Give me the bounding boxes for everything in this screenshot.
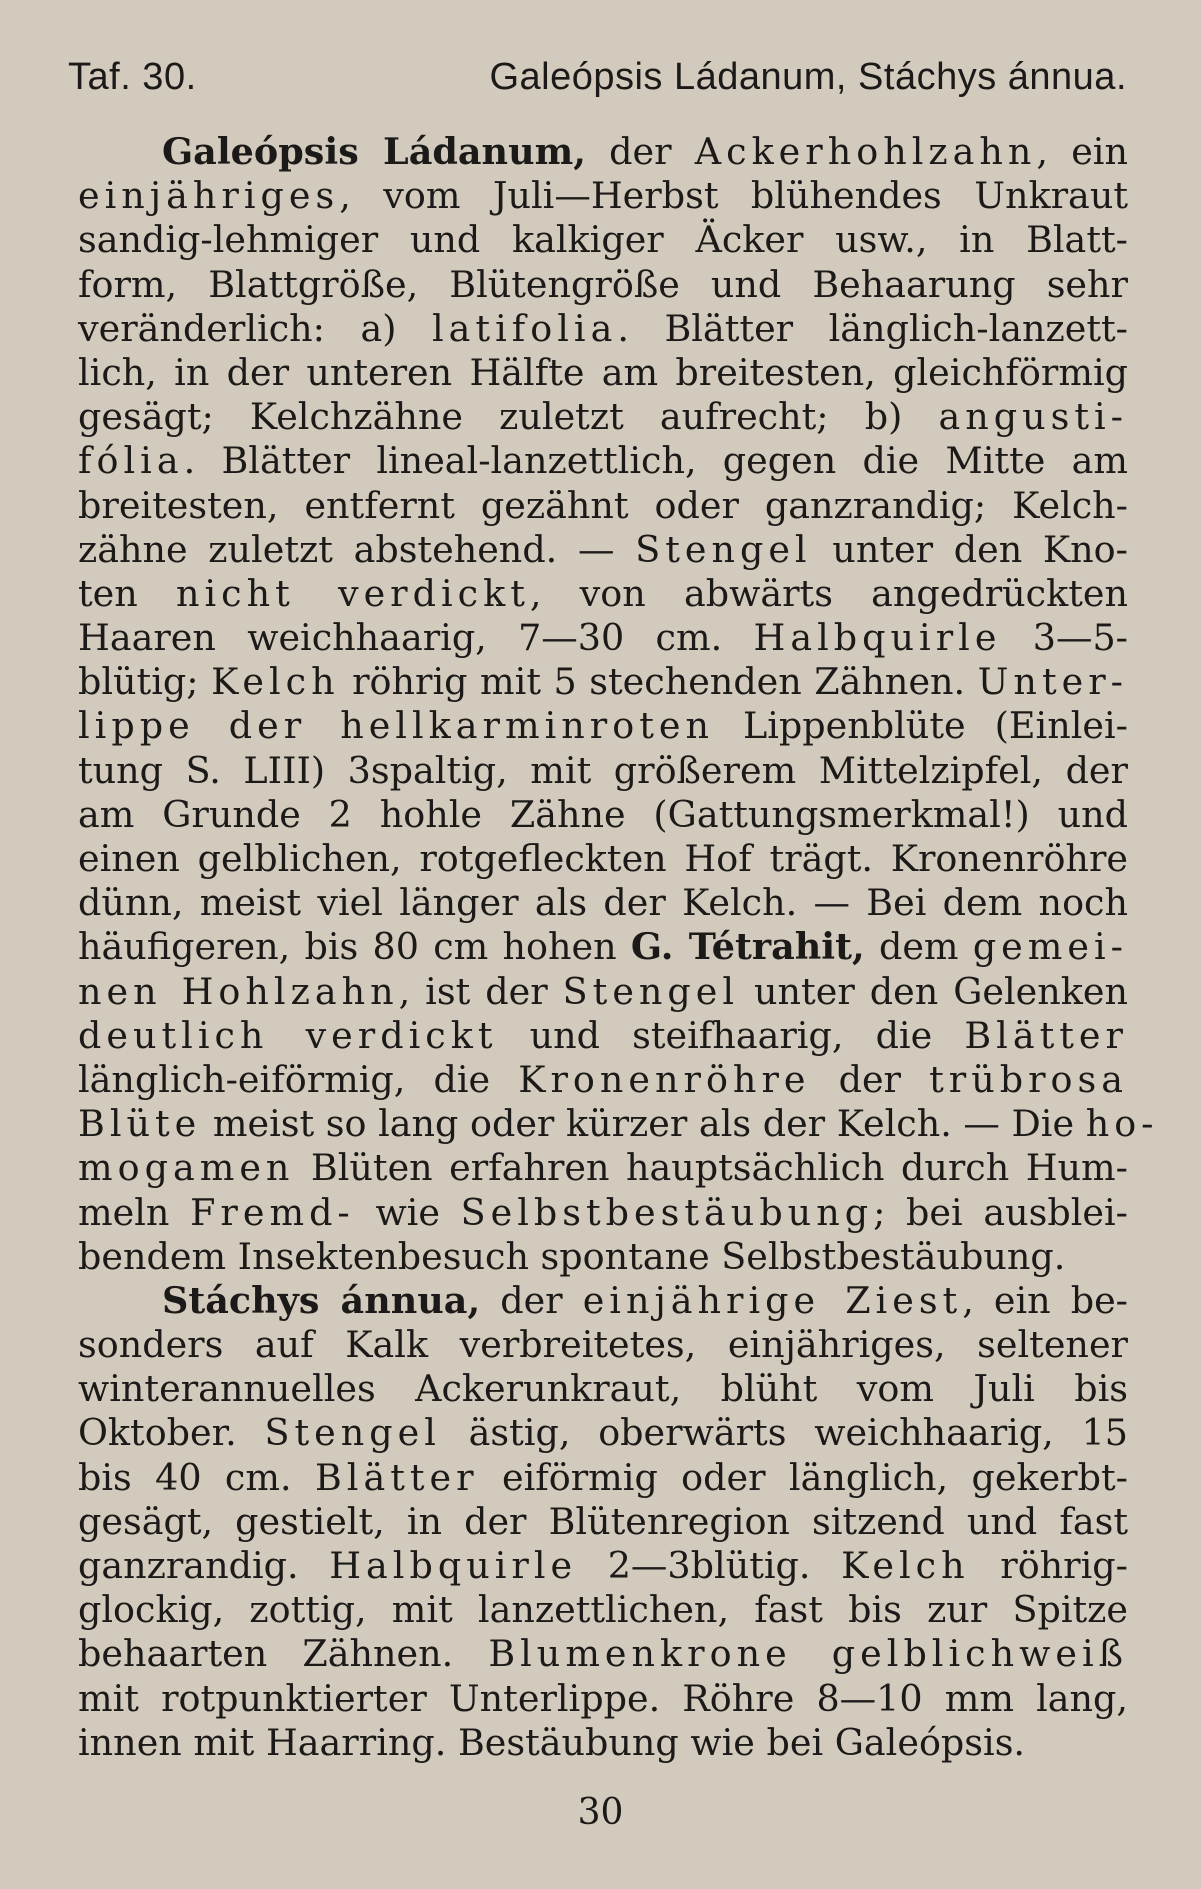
text-run: mit rotpunktierter Unterlippe. Röhre 8—10 mm lang, — [78, 1676, 1128, 1720]
text-line — [78, 837, 1128, 881]
spaced-emphasis: Ackerhohlzahn — [694, 130, 1037, 173]
text-line — [78, 1677, 1128, 1721]
text-line — [78, 1323, 1128, 1367]
text-run: röhrig- — [969, 1544, 1128, 1587]
species-name: G. Tétrahit, — [630, 925, 865, 969]
text-run: der — [585, 130, 695, 173]
text-line — [78, 1191, 1128, 1235]
text-run: breitesten, entfernt gezähnt oder ganzrandig; Kelch- — [78, 483, 1128, 527]
text-run: veränderlich: a) — [78, 306, 432, 350]
text-run: , von abwärts angedrückten — [529, 571, 1128, 615]
text-run: lich, in der unteren Hälfte am breitesten, gleichförmig — [78, 350, 1128, 394]
text-line — [78, 395, 1128, 439]
species-name: Galeópsis Ládanum, — [162, 130, 586, 173]
text-run: innen mit Haarring. Bestäubung wie bei Galeópsis. — [78, 1720, 1026, 1764]
text-run: ; bei ausblei- — [873, 1190, 1128, 1234]
text-run: bendem Insektenbesuch spontane Selbstbestäubung. — [78, 1234, 1066, 1278]
text-run: , ist der — [398, 969, 563, 1013]
text-run: , vom Juli—Herbst blühendes Unkraut — [339, 174, 1128, 218]
spaced-emphasis: Stengel — [635, 527, 812, 571]
text-line — [78, 1279, 1128, 1323]
spaced-emphasis: einjährige Ziest — [582, 1278, 963, 1322]
text-run: ten — [78, 571, 176, 615]
text-run: 3—5- — [1001, 616, 1128, 660]
text-run: der — [480, 1278, 583, 1322]
text-run: gesägt, gestielt, in der Blütenregion sitzend und fast — [78, 1499, 1128, 1543]
spaced-emphasis: latifolia — [431, 306, 618, 350]
text-run: glockig, zottig, mit lanzettlichen, fast bis zur Spitze — [78, 1588, 1128, 1632]
text-run: und steifhaarig, die — [497, 1013, 965, 1057]
text-run: wie — [354, 1190, 461, 1234]
text-run: Oktober. — [78, 1411, 265, 1455]
spaced-emphasis: ho- — [1085, 1102, 1159, 1146]
spaced-emphasis: Blätter — [964, 1013, 1128, 1057]
text-run: einen gelblichen, rotgefleckten Hof trägt. Kronenröhre — [78, 837, 1128, 880]
text-line — [78, 1411, 1128, 1455]
text-run: Lippenblüte (Einlei- — [713, 704, 1128, 748]
text-line — [78, 793, 1128, 837]
text-run: sandig-lehmiger und kalkiger Äcker usw., in Blatt- — [78, 218, 1128, 262]
spaced-emphasis: nicht verdickt — [175, 571, 530, 615]
text-run: dem — [864, 925, 973, 969]
text-line — [78, 1058, 1128, 1102]
text-line — [78, 572, 1128, 616]
spaced-emphasis: Kelch — [211, 660, 340, 704]
text-run: form, Blattgröße, Blütengröße und Behaarung sehr — [78, 262, 1128, 306]
text-run: winterannuelles Ackerunkraut, blüht vom Juli bis — [78, 1367, 1128, 1411]
text-run: , ein — [1036, 130, 1128, 173]
text-line — [78, 1014, 1128, 1058]
text-run: zähne zuletzt abstehend. — — [78, 527, 636, 571]
text-line — [78, 1235, 1128, 1279]
species-name: Stáchys ánnua, — [162, 1278, 481, 1322]
text-run: meln — [78, 1190, 191, 1234]
text-line — [78, 1456, 1128, 1500]
text-line — [78, 218, 1128, 262]
running-title: Galeópsis Ládanum, Stáchys ánnua. — [489, 56, 1127, 98]
spaced-emphasis: trübrosa — [929, 1057, 1128, 1101]
text-run: ganzrandig. — [78, 1544, 330, 1587]
spaced-emphasis: Kelch — [841, 1544, 970, 1587]
text-line — [78, 484, 1128, 528]
text-run: der — [810, 1057, 930, 1101]
page-number: 30 — [577, 1792, 624, 1833]
text-line — [78, 1544, 1128, 1588]
text-run: gesägt; Kelchzähne zuletzt aufrecht; b) — [78, 395, 939, 439]
text-run: 2—3blütig. — [577, 1544, 842, 1587]
spaced-emphasis: lippe der hellkarminroten — [78, 704, 714, 748]
spaced-emphasis: gemei- — [972, 925, 1128, 969]
text-line — [78, 970, 1128, 1014]
text-run: ästig, oberwärts weichhaarig, 15 — [440, 1411, 1128, 1455]
spaced-emphasis: Blätter — [314, 1455, 479, 1499]
text-line — [78, 925, 1128, 969]
text-run: unter den Kno- — [811, 527, 1128, 571]
text-line — [78, 263, 1128, 307]
text-line — [78, 704, 1128, 748]
spaced-emphasis: Halbquirle — [329, 1544, 578, 1587]
text-line — [78, 351, 1128, 395]
running-header — [68, 56, 1127, 99]
text-line — [78, 528, 1128, 572]
spaced-emphasis: Blüte — [78, 1102, 202, 1146]
text-run: Blüten erfahren hauptsächlich durch Hum- — [294, 1146, 1128, 1190]
spaced-emphasis: fólia — [78, 439, 184, 483]
spaced-emphasis: mogamen — [78, 1146, 295, 1190]
text-run: . Blätter länglich-lanzett- — [617, 306, 1129, 350]
text-run: blütig; — [78, 660, 212, 704]
text-run: bis 40 cm. — [78, 1455, 315, 1499]
spaced-emphasis: Stengel — [264, 1411, 441, 1455]
text-run: , ein be- — [962, 1278, 1129, 1322]
text-line — [78, 1721, 1128, 1765]
spaced-emphasis: deutlich verdickt — [78, 1013, 498, 1057]
text-line — [78, 1146, 1128, 1190]
text-line — [78, 749, 1128, 793]
text-run: sonders auf Kalk verbreitetes, einjähriges, seltener — [78, 1323, 1128, 1367]
text-run: . Blätter lineal-lanzettlich, gegen die Mitte am — [183, 439, 1128, 483]
spaced-emphasis: Kronenröhre — [518, 1057, 811, 1101]
text-line — [78, 1588, 1128, 1632]
text-line — [78, 130, 1128, 174]
spaced-emphasis: Fremd- — [190, 1190, 355, 1234]
spaced-emphasis: nen Hohlzahn — [78, 969, 399, 1013]
spaced-emphasis: Stengel — [562, 969, 740, 1013]
text-run: meist so lang oder kürzer als der Kelch. — Die — [201, 1102, 1086, 1146]
spaced-emphasis: Unter- — [977, 660, 1128, 704]
spaced-emphasis: Selbstbestäubung — [460, 1190, 874, 1234]
text-run: unter den Gelenken — [739, 969, 1128, 1013]
text-run: dünn, meist viel länger als der Kelch. — Bei dem noch — [78, 881, 1128, 925]
text-line — [78, 660, 1128, 704]
text-line — [78, 1632, 1128, 1676]
spaced-emphasis: Halbquirle — [753, 616, 1002, 660]
text-line — [78, 1500, 1128, 1544]
text-line — [78, 174, 1128, 218]
spaced-emphasis: Blumenkrone gelblichweiß — [488, 1632, 1128, 1676]
text-line — [78, 1102, 1159, 1146]
text-run: tung S. LIII) 3spaltig, mit größerem Mittelzipfel, der — [78, 748, 1128, 792]
spaced-emphasis: angusti- — [938, 395, 1128, 439]
text-run: häufigeren, bis 80 cm hohen — [78, 925, 631, 969]
text-line — [78, 1367, 1128, 1411]
spaced-emphasis: einjähriges — [78, 174, 340, 218]
text-line — [78, 307, 1128, 351]
plate-label: Taf. 30. — [68, 56, 197, 98]
text-run: länglich-eiförmig, die — [78, 1057, 519, 1101]
text-run: Haaren weichhaarig, 7—30 cm. — [78, 616, 754, 660]
text-run: röhrig mit 5 stechenden Zähnen. — [339, 660, 978, 704]
text-line — [78, 439, 1128, 483]
text-line — [78, 616, 1128, 660]
text-run: behaarten Zähnen. — [78, 1632, 489, 1676]
text-run: eiförmig oder länglich, gekerbt- — [478, 1455, 1128, 1499]
text-line — [78, 881, 1128, 925]
body-text — [78, 130, 1159, 1765]
text-run: am Grunde 2 hohle Zähne (Gattungsmerkmal!) und — [78, 792, 1128, 836]
